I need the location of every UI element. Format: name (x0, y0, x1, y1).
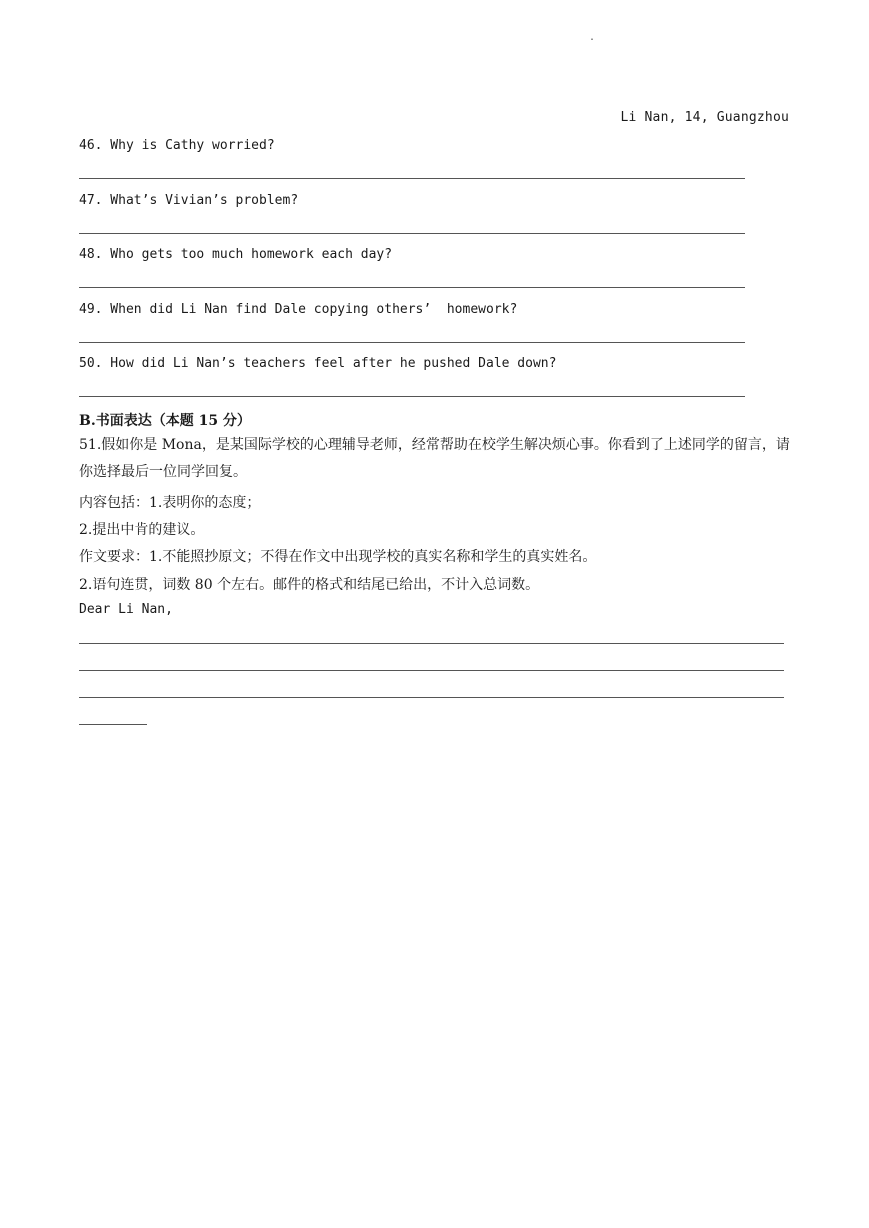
question-49: 49. When did Li Nan find Dale copying others’ homework? (79, 302, 518, 317)
salutation: Dear Li Nan, (79, 602, 173, 617)
answer-line-47[interactable] (79, 233, 745, 234)
header-dot: . (589, 32, 596, 43)
writing-line[interactable] (79, 697, 784, 698)
writing-requirement-1: 作文要求：1.不能照抄原文；不得在作文中出现学校的真实名称和学生的真实姓名。 (79, 549, 597, 565)
section-title: B.书面表达（本题 15 分） (79, 413, 251, 429)
writing-line[interactable] (79, 724, 147, 725)
writing-line[interactable] (79, 643, 784, 644)
question-50: 50. How did Li Nan’s teachers feel after he pushed Dale down? (79, 356, 557, 371)
question-47: 47. What’s Vivian’s problem? (79, 193, 299, 208)
answer-line-48[interactable] (79, 287, 745, 288)
content-requirement-1: 内容包括：1.表明你的态度； (79, 495, 261, 511)
letter-signature: Li Nan, 14, Guangzhou (620, 110, 789, 125)
question-48: 48. Who gets too much homework each day? (79, 247, 393, 262)
writing-requirement-2: 2.语句连贯，词数 80 个左右。邮件的格式和结尾已给出，不计入总词数。 (79, 577, 540, 593)
answer-line-50[interactable] (79, 396, 745, 397)
answer-line-46[interactable] (79, 178, 745, 179)
question-46: 46. Why is Cathy worried? (79, 138, 275, 153)
answer-line-49[interactable] (79, 342, 745, 343)
writing-line[interactable] (79, 670, 784, 671)
content-requirement-2: 2.提出中肯的建议。 (79, 522, 205, 538)
writing-prompt: 51.假如你是 Mona，是某国际学校的心理辅导老师，经常帮助在校学生解决烦心事。你看到了上述同学的留言，请你选择最后一位同学回复。 (79, 437, 790, 480)
